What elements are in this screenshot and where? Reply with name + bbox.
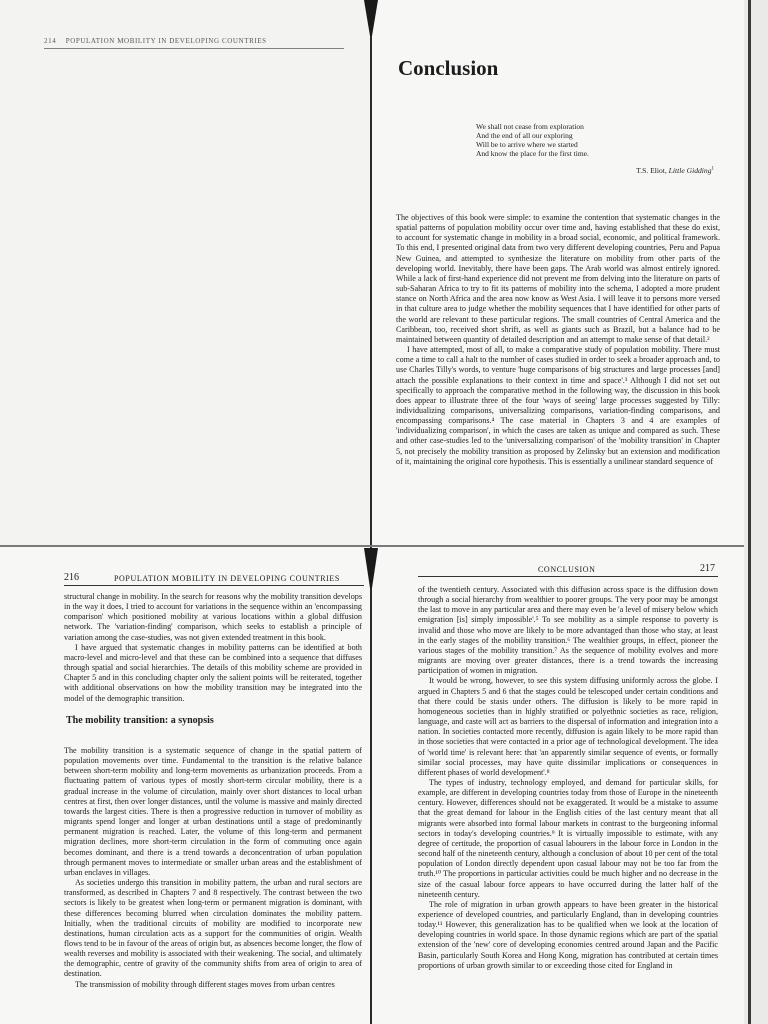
binding-gutter-horizontal (0, 545, 744, 547)
page-number-216: 216 (64, 572, 79, 583)
paragraph: of the twentieth century. Associated with this diffusion across space is the diffusion down through a social hierarchy from wealthier to poorer groups. The very poor may be amongst the last to move in any particular area and there may even be 'a level of misery below which emigration [is] simply impossible'.⁵ To see mobility as a simple response to poverty is invalid and those who move are likely to be more advantaged than those who stay, at least in the early stages of the mobility transition.⁶ The wealthier groups, in effect, pioneer the various stages of the mobility transition.⁷ As the sequence of mobility evolves and more migrants are moving over greater distances, there is a trend towards the increasing participation of women in migration. (418, 585, 718, 676)
running-head-top-left: 214 POPULATION MOBILITY IN DEVELOPING COUNTRIES (44, 37, 267, 45)
paragraph: The types of industry, technology employed, and demand for particular skills, for example, are different in developing countries today from those of Europe in the nineteenth century. However, differences should not be exaggerated. It would be a mistake to assume that the great demand for labour in the English cities of the last century meant that all migrants were absorbed into formal labour markets in contrast to the burgeoning informal sectors in today's developing countries.⁹ It is virtually impossible to estimate, with any degree of certitude, the proportion of casual labourers in the labour force in London in the second half of the nineteenth century, although a conclusion of about 10 per cent of the total population of London directly dependent upon casual labour may not be too far from the truth.¹⁰ The proportions in particular activities could be much higher and no decrease in the size of the casual labour force appears to have occurred during the latter half of the nineteenth century. (418, 777, 718, 899)
binding-gutter-vertical (370, 0, 372, 1024)
page-bottom-left (0, 547, 370, 1024)
paragraph: As societies undergo this transition in mobility pattern, the urban and rural sectors are transformed, as described in Chapters 7 and 8 respectively. The contrast between the two sectors is likely to be greatest when long-term or permanent migration is dominant, with these differences becoming blurred when circulation dominates the mobility pattern. Initially, when the traditional circuits of mobility are modified to incorporate new destinations, human circulation acts as a support for the communities of origin. Wealth flows tend to be in favour of the areas of origin but, as absences become longer, the flow of wealth reverses and mobility is associated with their weakening. The social, and ultimately the demographic, centre of gravity of the community shifts from area of origin to area of destination. (64, 878, 362, 979)
body-text-bottom-right (418, 585, 718, 971)
epigraph-attribution: T.S. Eliot, Little Gidding$^1$ (636, 166, 714, 175)
page-top-right (372, 0, 744, 545)
page-top-left (0, 0, 370, 545)
binding-shadow-top (364, 0, 378, 36)
running-head-bottom-right: CONCLUSION (538, 565, 596, 574)
paragraph: I have attempted, most of all, to make a comparative study of population mobility. There must come a time to call a halt to the number of cases studied in order to seek a broader approach and, to use Charles Tilly's words, to venture 'huge comparisons of big structures and large processes [and] attach the possible explanations to their context in time and space'.³ Although I did not set out specifically to approach the comparative method in the following way, the discussion in this book does appear to illustrate three of the four 'ways of seeing' large processes suggested by Tilly: individualizing comparisons, universalizing comparisons, variation-finding comparisons, and encompassing comparisons.⁴ The case material in Chapters 3 and 4 are examples of 'individualizing comparison', in which the cases are taken as unique and compared as such. These and other case-studies led to the 'universalizing comparison' of the 'mobility transition' in Chapter 5, not precisely the mobility transition as proposed by Zelinsky but an extension and modification of it, maintaining the original core hypothesis. This is essentially a unilinear standard sequence of (396, 345, 720, 466)
body-text-bottom-left-bottom (64, 746, 362, 990)
header-rule (44, 48, 344, 49)
paragraph: I have argued that systematic changes in mobility patterns can be identified at both macro-level and micro-level and that these can be combined into a sequence that diffuses through spatial and social hierarchies. The details of this mobility scheme are provided in Chapter 5 and in this concluding chapter only the salient points will be reiterated, together with additional observations on how the mobility transition may be integrated into the model of the demographic transition. (64, 642, 362, 703)
section-heading: The mobility transition: a synopsis (66, 715, 214, 726)
header-rule (418, 576, 718, 577)
binding-shadow-bottom (364, 548, 378, 588)
next-page-edge (744, 0, 768, 1024)
page-bottom-right (372, 547, 744, 1024)
chapter-title: Conclusion (398, 56, 499, 80)
paragraph: The mobility transition is a systematic sequence of change in the spatial pattern of population movements over time. Fundamental to the transition is the relative balance between short-term mobility and long-term movements as urbanization proceeds. From a fluctuating pattern of various types of mostly short-term circular mobility, there is a gradual increase in the volume of circulation, mainly over short distances to local urban centres at first, then over longer distances, until the volume is massive and mainly directed towards the largest cities. There is then a progressive reduction in turnover of mobility as migrants spend longer and longer at urban destinations until a stage of predominantly permanent migration is reached. Later, the volume of this long-term and permanent migration declines, more short-term circulation in the form of commuting once again becomes dominant, and there is a trend towards a deconcentration of urban population through permanent moves to intermediate or smaller urban areas and the establishment of urban enclaves in villages. (64, 746, 362, 877)
running-head-bottom-left: POPULATION MOBILITY IN DEVELOPING COUNTRIES (114, 574, 340, 583)
paragraph: The transmission of mobility through different stages moves from urban centres (75, 979, 335, 989)
paragraph: It would be wrong, however, to see this system diffusing uniformly across the globe. I argued in Chapters 5 and 6 that the stages could be telescoped under certain conditions and that there could be stasis under others. The diffusion is likely to be more rapid in homogeneous societies than in highly stratified or polyethnic societies as race, religion, language, and caste will act as barriers to the dispersal of information and integration into a nation. In societies contacted more recently, diffusion is again likely to be more rapid than in those societies that were contacted in a prior age of technological development. The idea of 'world time' is relevant here: that 'an apparently similar sequence of events, or formally similar social processes, may have quite dissimilar implications or consequences in different phases of world development'.⁸ (418, 676, 718, 777)
paragraph: The role of migration in urban growth appears to have been greater in the historical experience of developed countries, and particularly England, than in developing countries today.¹¹ However, this generalization has to be qualified when we look at the location of developing countries in world space. In those dynamic regions which are part of the spatial extension of the 'new' core of developing economies centred around Japan and the Pacific Basin, particularly South Korea and Hong Kong, migration has contributed at certain times proportions of urban growth similar to or exceeding those cited for England in (418, 899, 718, 970)
body-text-top-right (396, 213, 720, 467)
epigraph-line: And the end of all our exploring (476, 131, 573, 140)
epigraph-line: And know the place for the first time. (476, 149, 589, 158)
epigraph-line: We shall not cease from exploration (476, 122, 584, 131)
header-rule (64, 585, 364, 586)
paragraph: The objectives of this book were simple: to examine the contention that systematic changes in the spatial patterns of population mobility occur over time and, having established that these do exist, to account for systematic change in mobility in a broad social, economic, and political framework. To this end, I presented original data from two very different developing countries, Peru and Papua New Guinea, and attempted to synthesize the literature on mobility from other parts of the developing world. Inevitably, there have been gaps. The Arab world was almost entirely ignored. While a lack of first-hand experience did not prevent me from delving into the literature on parts of sub-Saharan Africa to try to fit its patterns of mobility into the schema, I adopted a more prudent stance on North Africa and the area now know as West Asia. I will leave it to persons more versed in that culture area to judge whether the mobility sequences that I have identified for other parts of the world are relevant to these particular regions. The small countries of Central America and the Caribbean, too, received short shrift, as well as giants such as Brazil, but a balance had to be maintained between quantity of detailed description and an attempt to make sense of that detail.² (396, 213, 720, 344)
page-number-217: 217 (700, 563, 715, 574)
page-number-top-left: 214 (44, 37, 57, 45)
paragraph: structural change in mobility. In the search for reasons why the mobility transition develops in the way it does, I tried to account for variations in the sequence within an 'encompassing comparison' which positioned mobility at various locations within a global diffusion network. The 'variation-finding' comparison, which seeks to establish a principle of variation among the case-studies, was not given extended treatment in this book. (64, 592, 362, 642)
body-text-bottom-left-top (64, 592, 362, 704)
epigraph-line: Will be to arrive where we started (476, 140, 578, 149)
epigraph (476, 122, 589, 158)
